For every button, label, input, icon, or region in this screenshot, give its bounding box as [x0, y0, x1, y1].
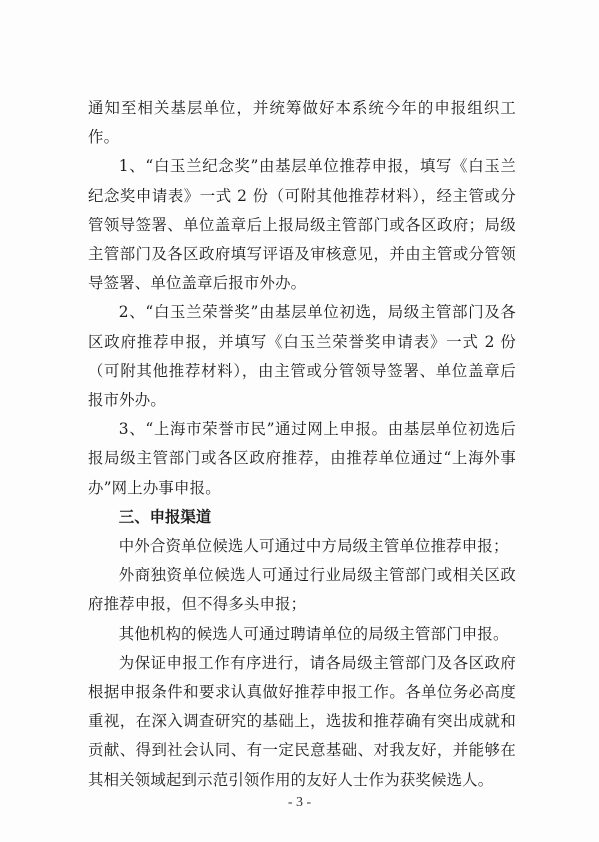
- paragraph-wholly-foreign: 外商独资单位候选人可通过行业局级主管部门或相关区政府推荐申报，但不得多头申报；: [88, 566, 516, 614]
- page-number: - 3 -: [287, 795, 312, 810]
- paragraph-joint-venture: 中外合资单位候选人可通过中方局级主管单位推荐申报；: [118, 537, 509, 556]
- paragraph-memorial-award: 1、“白玉兰纪念奖”由基层单位推荐申报，填写《白玉兰纪念奖申请表》一式 2 份（可附其他推荐材料），经主管或分管领导签署、单位盖章后上报局级主管部门或各区政府；局级主管部门及各区政府填写评语及审核意见，并由主管或分管领导签署、单位盖章后报市外办。: [88, 157, 516, 293]
- paragraph-closing-requirements: 为保证申报工作有序进行，请各局级主管部门及各区政府根据申报条件和要求认真做好推荐申报工作。各单位务必高度重视，在深入调查研究的基础上，选拔和推荐确有突出成就和贡献、得到社会认同、有一定民意基础、对我友好，并能够在其相关领域起到示范引领作用的友好人士作为获奖候选人。: [88, 653, 516, 789]
- paragraph-other-institutions: 其他机构的候选人可通过聘请单位的局级主管部门申报。: [118, 624, 509, 643]
- paragraph-honor-award: 2、“白玉兰荣誉奖”由基层单位初选，局级主管部门及各区政府推荐申报，并填写《白玉兰荣誉奖申请表》一式 2 份（可附其他推荐材料），由主管或分管领导签署、单位盖章后报市外办。: [88, 303, 516, 410]
- paragraph-honorary-citizen: 3、“上海市荣誉市民”通过网上申报。由基层单位初选后报局级主管部门或各区政府推荐，由推荐单位通过“上海外事办”网上办事申报。: [88, 420, 516, 497]
- paragraph-continuation: 通知至相关基层单位，并统筹做好本系统今年的申报组织工作。: [88, 99, 516, 147]
- document-body: [88, 94, 516, 795]
- section-heading: 三、申报渠道: [118, 507, 212, 526]
